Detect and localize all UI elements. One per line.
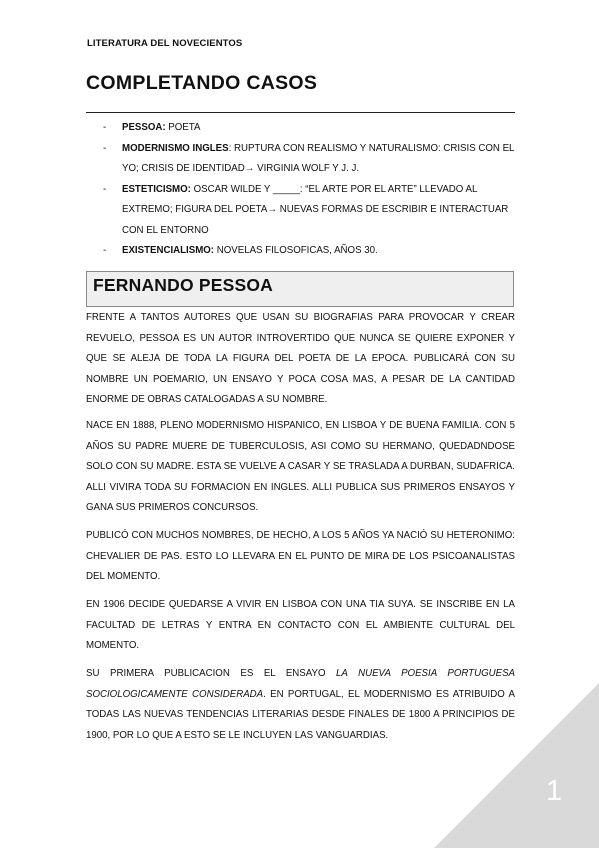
running-header: LITERATURA DEL NOVECIENTOS	[87, 38, 243, 49]
page-corner-triangle	[434, 683, 599, 848]
paragraph-heteronyms: PUBLICÓ CON MUCHOS NOMBRES, DE HECHO, A LOS 5 AÑOS YA NACIÓ SU HETERONIMO: CHEVALIER DE PAS. ESTO LO LLEVARA EN EL PUNTO DE MIRA DE LOS PSICOANALISTAS DEL MOMENTO.	[86, 530, 515, 582]
title-divider	[86, 112, 515, 113]
bullet-item-modernismo-ingles	[86, 139, 516, 180]
paragraph-text: SU PRIMERA PUBLICACION ES EL ENSAYO	[86, 668, 337, 679]
page-number: 1	[546, 775, 563, 807]
paragraph-text: . EN PORTUGAL, EL MODERNISMO ES ATRIBUIDO A TODAS LAS NUEVAS TENDENCIAS LITERARIAS DESDE FINALES DE 1800 A PRINCIPIOS DE 1900, POR LO QUE A ESTO SE LE INCLUYEN LAS VANGUARDIAS.	[86, 688, 515, 741]
bullet-item-pessoa	[86, 118, 516, 139]
bullet-text: : RUPTURA CON REALISMO Y NATURALISMO: CRISIS CON EL YO; CRISIS DE IDENTIDAD→ VIRGINIA WOLF Y J. J.	[122, 142, 515, 174]
bullet-dash: -	[103, 245, 107, 256]
bullet-term: EXISTENCIALISMO:	[122, 245, 215, 256]
bullet-term: PESSOA:	[122, 122, 166, 133]
bullet-dash: -	[103, 183, 107, 195]
paragraph-intro: FRENTE A TANTOS AUTORES QUE USAN SU BIOGRAFIAS PARA PROVOCAR Y CREAR REVUELO, PESSOA ES UN AUTOR INTROVERTIDO QUE NUNCA SE QUIERE EXPONER Y QUE SE ALEJA DE TODA LA FIGURA DEL POETA DE LA EPOCA. PUBLICARÁ CON SU NOMBRE UN POEMARIO, UN ENSAYO Y POCA COSA MAS, A PESAR DE LA CANTIDAD ENORME DE OBRAS CATALOGADAS A SU NOMBRE.	[86, 312, 515, 405]
bullet-text: OSCAR WILDE Y _____: “EL ARTE POR EL ARTE” LLEVADO AL EXTREMO; FIGURA DEL POETA→ NUEVAS FORMAS DE ESCRIBIR E INTERACTUAR CON EL ENTORNO	[122, 183, 509, 236]
bullet-text: POETA	[165, 122, 201, 133]
bullet-dash: -	[103, 122, 107, 133]
essay-title: LA NUEVA POESIA PORTUGUESA SOCIOLOGICAMENTE CONSIDERADA	[86, 668, 515, 700]
paragraph-biography: NACE EN 1888, PLENO MODERNISMO HISPANICO, EN LISBOA Y DE BUENA FAMILIA. CON 5 AÑOS SU PADRE MUERE DE TUBERCULOSIS, ASI COMO SU HERMANO, QUEDADNDOSE SOLO CON SU MADRE. ESTA SE VUELVE A CASAR Y SE TRASLADA A DURBAN, SUDAFRICA. ALLI VIVIRA TODA SU FORMACION EN INGLES. ALLI PUBLICA SUS PRIMEROS ENSAYOS Y GANA SUS PRIMEROS CONCURSOS.	[86, 420, 515, 513]
bullet-list	[86, 118, 516, 262]
bullet-term: ESTETICISMO:	[122, 183, 191, 195]
bullet-term: MODERNISMO INGLES	[122, 142, 229, 154]
bullet-dash: -	[103, 142, 107, 154]
section-title: FERNANDO PESSOA	[93, 275, 273, 295]
paragraph-lisbon: EN 1906 DECIDE QUEDARSE A VIVIR EN LISBOA CON UNA TIA SUYA. SE INSCRIBE EN LA FACULTAD DE LETRAS Y ENTRA EN CONTACTO CON EL AMBIENTE CULTURAL DEL MOMENTO.	[86, 599, 515, 651]
bullet-item-esteticismo	[86, 180, 516, 242]
bullet-text: NOVELAS FILOSOFICAS, AÑOS 30.	[214, 245, 378, 256]
section-heading-box	[86, 271, 514, 307]
page-title: COMPLETANDO CASOS	[86, 72, 318, 94]
bullet-item-existencialismo	[86, 241, 516, 262]
